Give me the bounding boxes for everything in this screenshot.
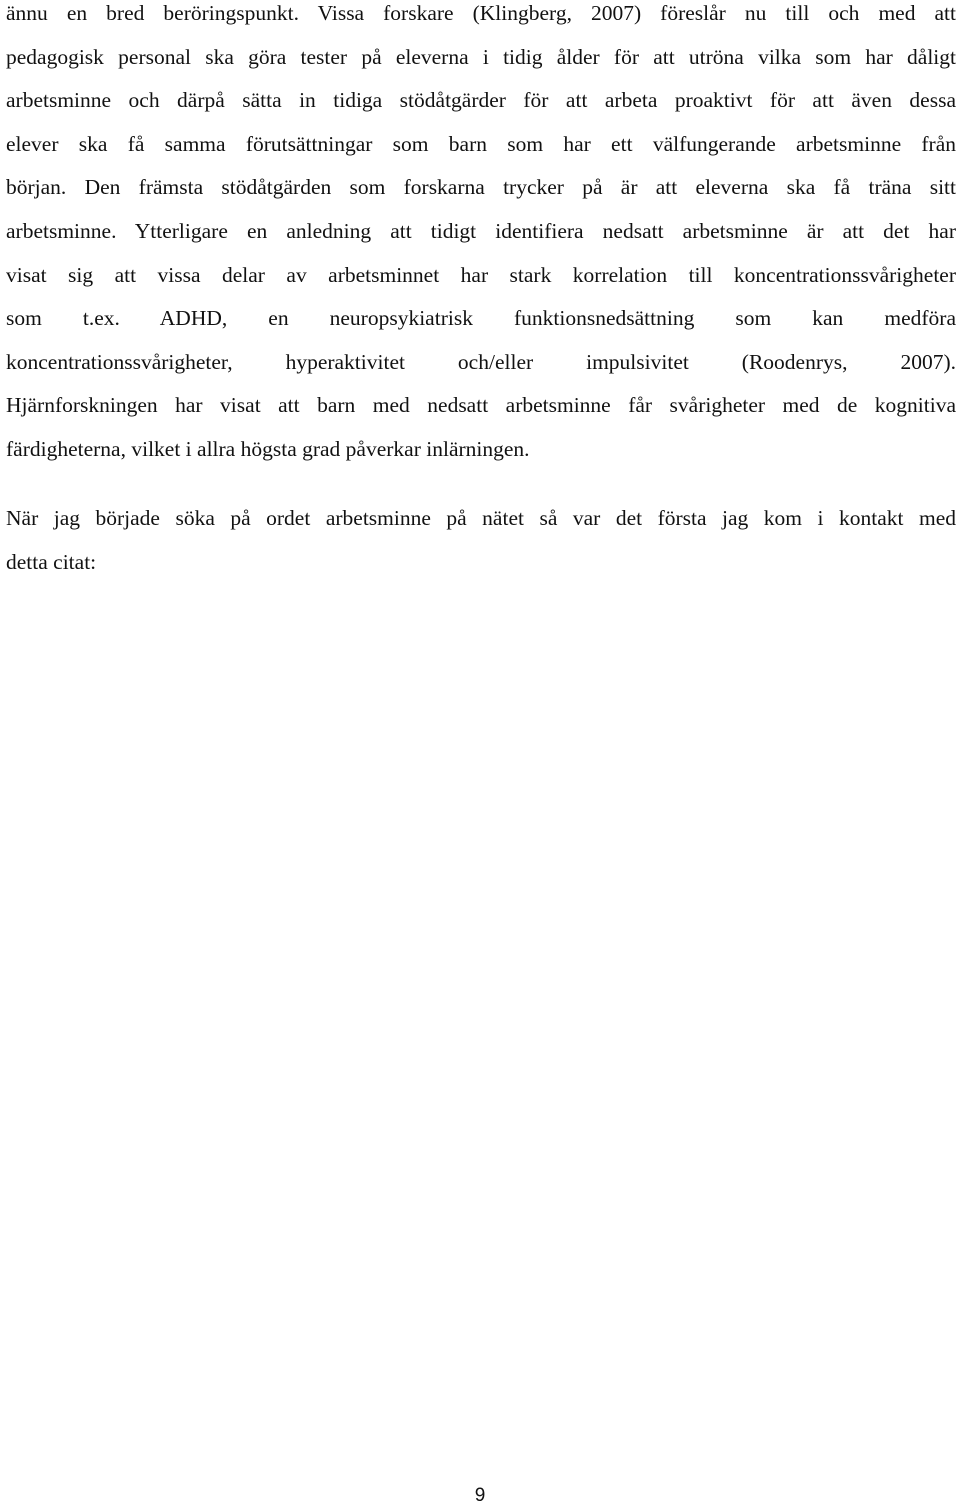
text-line: elever ska få samma förutsättningar som barn som har ett välfungerande arbetsminne från <box>6 131 956 156</box>
text-line: arbetsminne och därpå sätta in tidiga stödåtgärder för att arbeta proaktivt för att även dessa <box>6 88 956 113</box>
text-line: färdigheterna, vilket i allra högsta grad påverkar inlärningen. <box>6 436 530 461</box>
text-line: koncentrationssvårigheter, hyperaktivitet och/eller impulsivitet (Roodenrys, 2007). <box>6 349 956 374</box>
text-line: detta citat: <box>6 549 97 574</box>
text-line: Hjärnforskningen har visat att barn med nedsatt arbetsminne får svårigheter med de kognitiva <box>6 393 956 418</box>
body-paragraph-1 <box>6 0 956 472</box>
text-line: ännu en bred beröringspunkt. Vissa forskare (Klingberg, 2007) föreslår nu till och med att <box>6 1 956 25</box>
text-line: början. Den främsta stödåtgärden som forskarna trycker på är att eleverna ska få träna sitt <box>6 175 956 200</box>
page-number: 9 <box>474 1485 486 1506</box>
text-line: som t.ex. ADHD, en neuropsykiatrisk funktionsnedsättning som kan medföra <box>6 306 956 331</box>
body-paragraph-2 <box>6 497 956 584</box>
text-line: När jag började söka på ordet arbetsminne på nätet så var det första jag kom i kontakt med <box>6 506 956 530</box>
text-line: visat sig att vissa delar av arbetsminnet har stark korrelation till koncentrationssvårigheter <box>6 262 956 287</box>
text-line: pedagogisk personal ska göra tester på eleverna i tidig ålder för att utröna vilka som har dåligt <box>6 44 956 69</box>
text-line: arbetsminne. Ytterligare en anledning att tidigt identifiera nedsatt arbetsminne är att det har <box>6 218 956 243</box>
